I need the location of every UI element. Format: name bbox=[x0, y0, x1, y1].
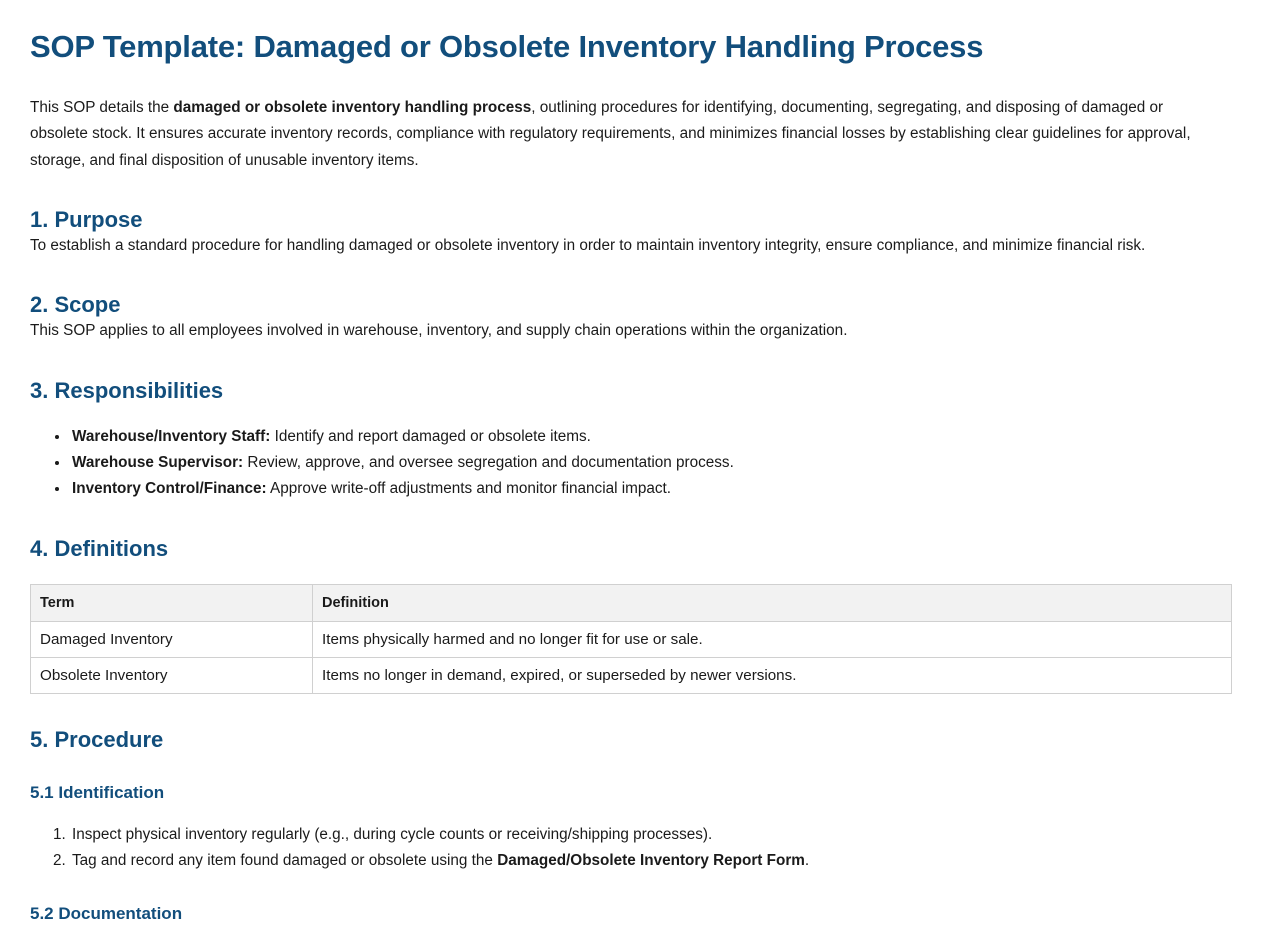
responsibility-duty: Review, approve, and oversee segregation and documentation process. bbox=[243, 453, 734, 471]
cell-definition: Items no longer in demand, expired, or superseded by newer versions. bbox=[313, 657, 1232, 693]
list-item bbox=[70, 822, 1233, 848]
step-emphasis: Damaged/Obsolete Inventory Report Form bbox=[497, 851, 805, 869]
intro-paragraph bbox=[30, 95, 1220, 174]
table-header-row bbox=[31, 584, 1232, 621]
list-item bbox=[70, 424, 1233, 450]
responsibility-duty: Identify and report damaged or obsolete items. bbox=[270, 427, 591, 445]
step-tail: . bbox=[804, 851, 810, 869]
step-text: Tag and record any item found damaged or obsolete using the bbox=[72, 851, 498, 869]
responsibility-role: Warehouse Supervisor: bbox=[72, 453, 244, 471]
cell-term: Damaged Inventory bbox=[31, 621, 313, 657]
table-row bbox=[31, 657, 1232, 693]
table-row bbox=[31, 621, 1232, 657]
section-heading-procedure: 5. Procedure bbox=[30, 726, 164, 752]
page-title: SOP Template: Damaged or Obsolete Inventory Handling Process bbox=[30, 29, 984, 64]
responsibilities-list bbox=[30, 424, 1233, 503]
intro-rest: , outlining procedures for identifying, documenting, segregating, and disposing of damaged or obsolete stock. It ensures accurate inventory records, compliance with regulatory requirements, and minimizes financial losses by establishing clear guidelines for approval, storage, and final disposition of unusable inventory items. bbox=[30, 99, 1191, 169]
definitions-table bbox=[30, 584, 1232, 694]
section-heading-purpose: 1. Purpose bbox=[30, 207, 143, 233]
subsection-heading-documentation: 5.2 Documentation bbox=[30, 904, 183, 924]
cell-definition: Items physically harmed and no longer fit for use or sale. bbox=[313, 621, 1232, 657]
list-item bbox=[70, 450, 1233, 476]
section-heading-responsibilities: 3. Responsibilities bbox=[30, 377, 224, 403]
list-item bbox=[70, 476, 1233, 502]
section-heading-scope: 2. Scope bbox=[30, 292, 121, 318]
responsibility-role: Warehouse/Inventory Staff: bbox=[72, 427, 271, 445]
cell-term: Obsolete Inventory bbox=[31, 657, 313, 693]
responsibility-duty: Approve write-off adjustments and monitor financial impact. bbox=[266, 480, 672, 498]
intro-lead: This SOP details the bbox=[30, 99, 174, 117]
column-header-term: Term bbox=[31, 584, 313, 621]
responsibility-role: Inventory Control/Finance: bbox=[72, 480, 267, 498]
purpose-text: To establish a standard procedure for handling damaged or obsolete inventory in order to maintain inventory integrity, ensure compliance, and minimize financial risk. bbox=[30, 237, 1146, 255]
section-heading-definitions: 4. Definitions bbox=[30, 535, 169, 561]
identification-steps-list bbox=[30, 822, 1233, 875]
scope-text: This SOP applies to all employees involved in warehouse, inventory, and supply chain operations within the organization. bbox=[30, 322, 848, 340]
intro-emphasis: damaged or obsolete inventory handling process bbox=[173, 99, 532, 117]
subsection-heading-identification: 5.1 Identification bbox=[30, 782, 165, 802]
column-header-definition: Definition bbox=[313, 584, 1232, 621]
step-text: Inspect physical inventory regularly (e.g., during cycle counts or receiving/shipping processes). bbox=[72, 825, 713, 843]
list-item bbox=[70, 848, 1233, 874]
